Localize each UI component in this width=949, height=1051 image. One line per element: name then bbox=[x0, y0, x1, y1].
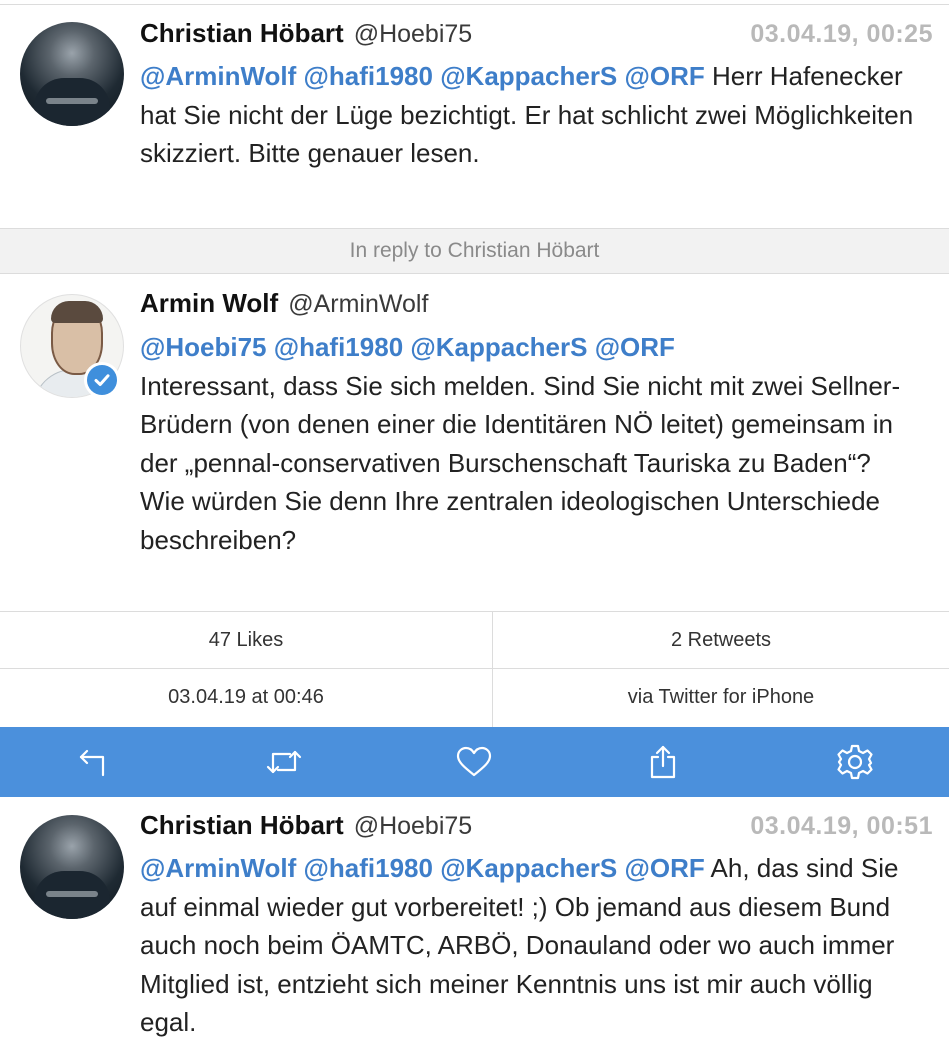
timestamp: 03.04.19, 00:25 bbox=[750, 20, 933, 48]
tweet-date: 03.04.19 at 00:46 bbox=[168, 686, 324, 708]
tweet-text bbox=[140, 57, 929, 173]
divider bbox=[492, 612, 493, 727]
mention-link[interactable]: @Hoebi75 bbox=[140, 332, 267, 362]
mention-link[interactable]: @hafi1980 bbox=[303, 61, 433, 91]
likes-count[interactable]: 47 Likes bbox=[208, 629, 284, 651]
display-name[interactable]: Armin Wolf bbox=[140, 288, 279, 318]
mention-link[interactable]: @ORF bbox=[594, 332, 675, 362]
mention-link[interactable]: @ArminWolf bbox=[140, 61, 297, 91]
timestamp: 03.04.19, 00:51 bbox=[750, 812, 933, 840]
avatar[interactable] bbox=[20, 22, 124, 126]
avatar[interactable] bbox=[20, 815, 124, 919]
tweet-source: via Twitter for iPhone bbox=[627, 686, 815, 708]
tweet-body: Herr Hafenecker hat Sie nicht der Lüge bezichtigt. Er hat schlicht zwei Möglichkeiten skizziert. Bitte genauer lesen. bbox=[140, 61, 914, 168]
tweet-body: Wie würden Sie denn Ihre zentralen ideologischen Unterschiede beschreiben? bbox=[140, 486, 880, 555]
handle[interactable]: @ArminWolf bbox=[288, 290, 429, 318]
tweet-3[interactable] bbox=[0, 797, 949, 1051]
mention-link[interactable]: @hafi1980 bbox=[303, 853, 433, 883]
display-name[interactable]: Christian Höbart bbox=[140, 18, 344, 48]
tweet-text bbox=[140, 849, 929, 1042]
reply-banner[interactable]: In reply to Christian Höbart bbox=[0, 228, 949, 274]
mention-link[interactable]: @KappacherS bbox=[440, 853, 618, 883]
handle[interactable]: @Hoebi75 bbox=[353, 20, 473, 48]
retweet-icon[interactable] bbox=[264, 742, 304, 782]
tweet-body: Ah, das sind Sie auf einmal wieder gut vorbereitet! ;) Ob jemand aus diesem Bund auch noch beim ÖAMTC, ARBÖ, Donauland oder wo auch immer Mitglied ist, entzieht sich meiner Kenntnis uns ist mir auch völlig egal. bbox=[140, 853, 899, 1037]
mention-link[interactable]: @ORF bbox=[624, 61, 705, 91]
settings-icon[interactable] bbox=[835, 742, 875, 782]
tweet-2[interactable] bbox=[0, 274, 949, 611]
share-icon[interactable] bbox=[643, 742, 683, 782]
like-icon[interactable] bbox=[454, 742, 494, 782]
handle[interactable]: @Hoebi75 bbox=[353, 812, 473, 840]
display-name[interactable]: Christian Höbart bbox=[140, 810, 344, 840]
verified-badge-icon bbox=[84, 362, 120, 398]
mention-link[interactable]: @ORF bbox=[624, 853, 705, 883]
tweet-1[interactable] bbox=[0, 0, 949, 228]
mention-link[interactable]: @KappacherS bbox=[410, 332, 588, 362]
reply-icon[interactable] bbox=[73, 742, 113, 782]
retweets-count[interactable]: 2 Retweets bbox=[670, 629, 772, 651]
tweet-body: Interessant, dass Sie sich melden. Sind Sie nicht mit zwei Sellner-Brüdern (von denen einer die Identitären NÖ leitet) gemeinsam in der „pennal-conservativen Burschenschaft Tauriska zu Baden“? bbox=[140, 370, 901, 478]
tweet-header bbox=[140, 810, 933, 844]
tweet-stats bbox=[0, 611, 949, 727]
tweet-header bbox=[140, 288, 933, 322]
mention-link[interactable]: @KappacherS bbox=[440, 61, 618, 91]
mention-link[interactable]: @hafi1980 bbox=[273, 332, 404, 362]
tweet-header bbox=[140, 18, 933, 52]
mention-link[interactable]: @ArminWolf bbox=[140, 853, 297, 883]
action-toolbar bbox=[0, 727, 949, 797]
tweet-text bbox=[140, 328, 929, 559]
